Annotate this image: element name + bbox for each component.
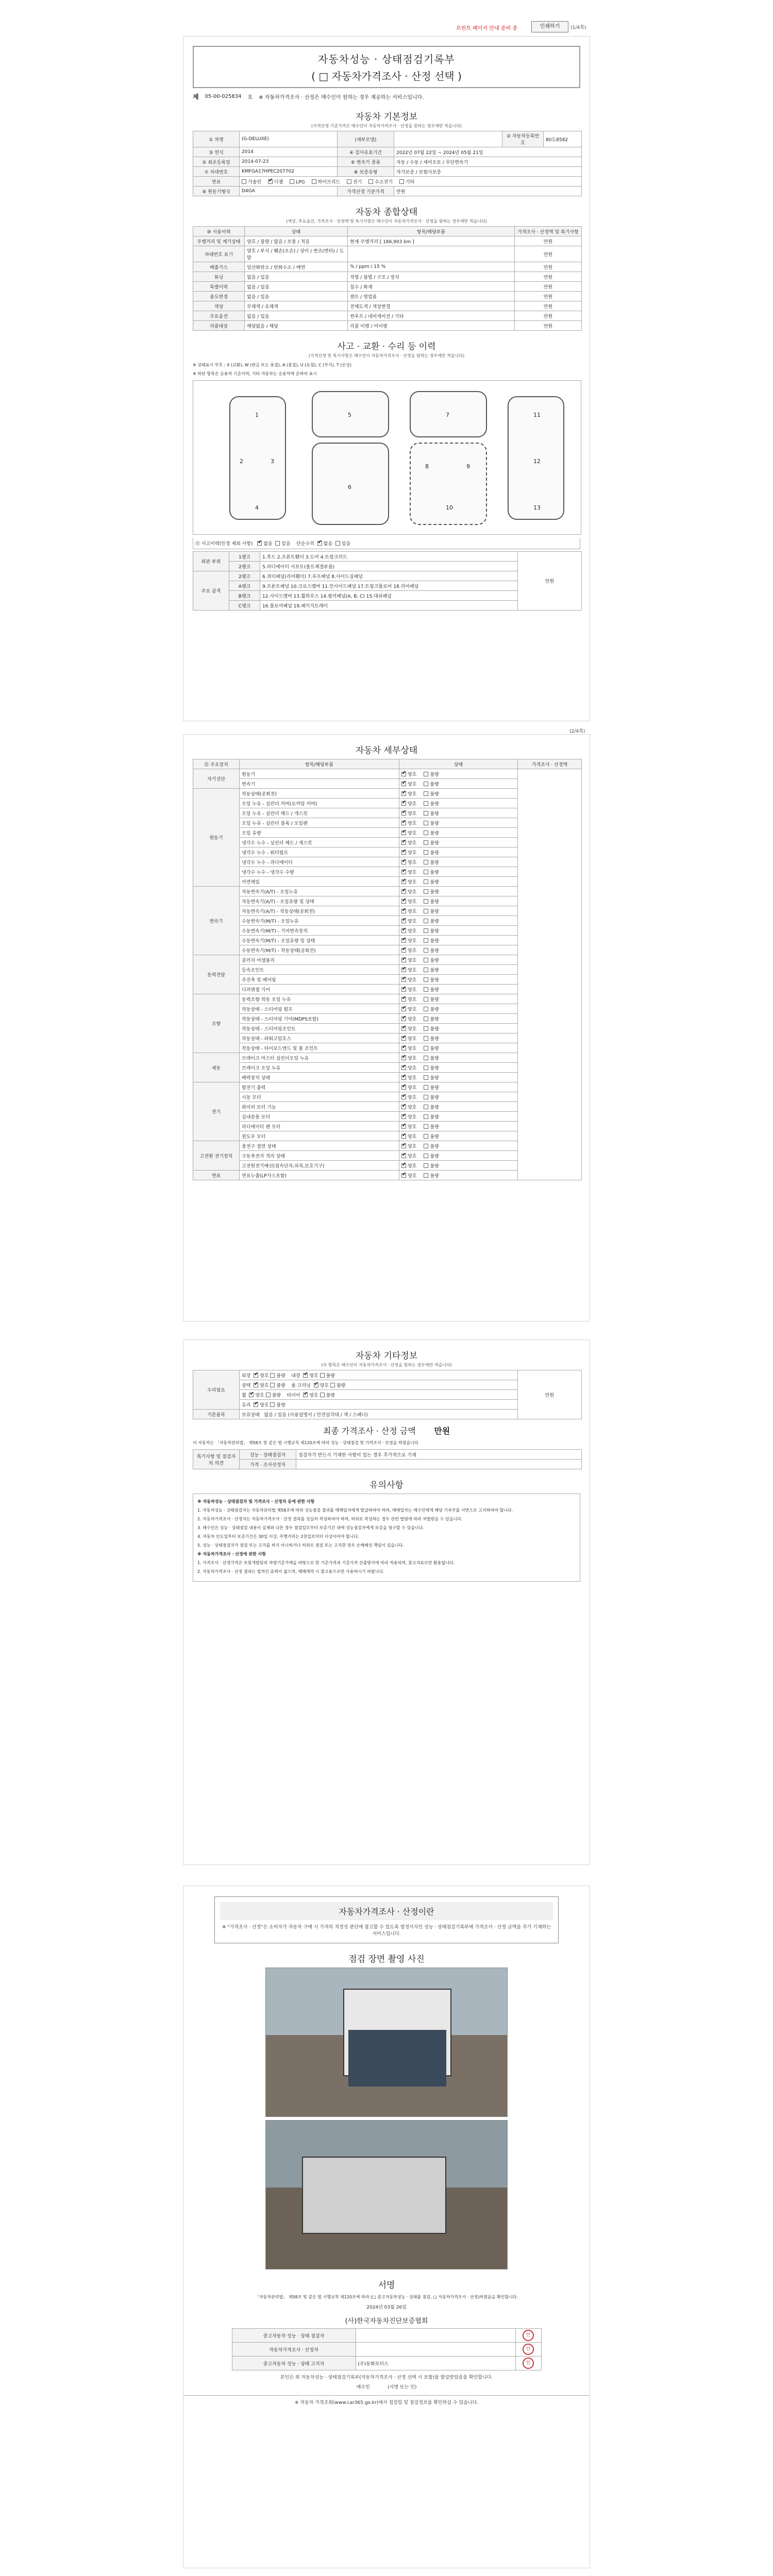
state-cell: ✔ 양호 불량 [399,1004,518,1014]
group-label: 연료 [193,1171,240,1180]
detail-title: 자동차 세부상태 [355,745,418,756]
accident-answer-row: ⑪ 사고이력(인정 제외 사항) ✔ 없음 있음 단순수리 ✔ 없음 있음 [193,538,580,549]
state-cell: ✔ 양호 불량 [399,789,518,799]
column-header: ⑩ 사용이력 [193,227,245,236]
diagram-label: 13 [533,504,541,511]
state-cell: ✔ 양호 불량 [399,945,518,955]
price-cell: 만원 [515,301,582,311]
banner-text: ※ "가격조사 · 산정"은 소비자가 자동차 구매 시 가격의 적정성 판단에 참고할 수 있도록 법정서식인 성능 · 상태점검기록부에 가격조사 · 산정 금액을 추가 기재하는 서비스입니다. [222,1925,551,1937]
status-body [193,236,582,331]
item-label: 작동상태 - 파워고압호스 [240,1033,399,1043]
item-label: 클러치 어셈블리 [240,955,399,965]
item-label: 냉각수 누수 - 냉각수 수량 [240,867,399,877]
item-label: 작동상태(공회전) [240,789,399,799]
price-cell: 만원 [515,282,582,292]
photo-title: 점검 장면 촬영 사진 [348,1954,425,1964]
table-row: 중고자동차 성능 · 상태 점검자 인 [232,2329,541,2343]
state-cell: ✔ 양호 불량 [399,1161,518,1171]
item-label: 발전기 출력 [240,1082,399,1092]
label-cell: ⑨ 원동기형식 [193,187,240,196]
value-cell: 만원 [394,187,582,196]
service-warning: ※ 자동차가격조사 · 산정은 매수인이 원하는 경우 제공하는 서비스입니다. [259,95,424,100]
value-cell: % / ppm / 15 % [348,262,515,272]
state-cell: ✔ 양호 불량 [399,1102,518,1112]
value-cell: 무채색 / 유채색 [245,301,348,311]
simple-repair-label: 단순수리 [296,541,314,547]
row-label: 리콜대상 [193,321,245,331]
notice-block: ※ 자동차성능 · 상태점검자 및 가격조사 · 산정자 등에 관한 사항 1. 자동차성능 · 상태점검자는 자동차관리법 제58조에 따라 성능점검 결과를 매매업자에게 발급하여야 하며, 매매업자는 매수인에게 해당 기록부를 서면으로 고지하여야 합니다. 2. 자동차가격조사 · 산정자는 자동차가격조사 · 산정 결과를 성실히 작성하여야 하며, 허위로 작성하는 경우 관련 법령에 따라 처벌받을 수 있습니다. 3. 매수인은 성능 · 상태점검 내용이 실제와 다른 경우 점검일로부터 보증기간 내에 성능점검자에게 보증을 청구할 수 있습니다. 4. 자동차 인도일부터 보증기간은 30일 이상, 주행거리는 2천킬로미터 이상이어야 합니다. 5. 성능 · 상태점검자가 점검 또는 고지를 하지 아니하거나 허위로 점검 또는 고지한 경우 손해배상 책임이 있습니다. ※ 자동차가격조사 · 산정에 관한 사항 1. 가격조사 · 산정가격은 보험개발원의 차량기준가액을 바탕으로 한 기준가격과 기준가격 산출방식에 따라 적용되며, 참고자료로만 활용됩니다. 2. 자동차가격조사 · 산정 결과는 법적인 효력이 없으며, 매매계약 시 참고용으로만 사용하시기 바랍니다. [193,1494,580,1582]
fuel-options [240,177,582,187]
state-cell: ✔ 양호 불량 [399,848,518,857]
item-label: 연료누출(LP가스포함) [240,1171,399,1180]
state-cell: ✔ 양호 불량 [399,1151,518,1161]
legend-line: ※ 하단 항목은 승용차 기준이며, 기타 자동차는 승용차에 준하여 표시 [193,371,317,376]
state-cell: ✔ 양호 불량 [399,926,518,936]
row-label: 차대번호 표기 [193,246,245,262]
table-row: 기본품목 보유상태 없음 / 있음 (사용설명서 / 안전삼각대 / 잭 / 스패너) [193,1410,582,1419]
table-row: 2랭크 5.라디에이터 서포트(볼트체결부품) [193,562,582,571]
table-row [193,272,582,282]
item-label: 오일 누유 - 실린더 커버(로커암 커버) [240,799,399,808]
truck-cab [348,2030,446,2087]
group-label: 제동 [193,1053,240,1082]
label-cell: 가격산정 기준가격 [338,187,394,196]
option-item: 전기 [347,180,362,185]
seal-stamp: 인 [523,2358,534,2369]
truck-box [302,2157,446,2234]
final-amount: 만원 [434,1426,450,1436]
diagram-label: 7 [446,412,449,418]
value-cell: 2014-07-23 [240,157,338,167]
row-label: 주행거리 및 계기상태 [193,236,245,246]
state-cell: ✔ 양호 불량 [399,1082,518,1092]
doc-no-suffix: 호 [247,95,253,100]
table-row: 외판 부위 1랭크 1.후드 2.프론트휀더 3.도어 4.트렁크리드 만원 [193,552,582,562]
column-header: 항목/해당부품 [348,227,515,236]
doc-no: 05-00-025834 [205,94,242,99]
diagram-label: 1 [255,412,259,418]
table-row [193,262,582,272]
other-title: 자동차 기타정보 [355,1351,418,1361]
value-cell: 없음 / 있음 [245,311,348,321]
buyer-row: 매수인 (서명 또는 인) [356,2385,417,2390]
state-cell: ✔ 양호 불량 [399,1171,518,1180]
table-header-row [193,227,582,236]
value-cell [348,246,515,262]
value-cell: 해당없음 / 해당 [245,321,348,331]
state-cell: ✔ 양호 불량 [399,965,518,975]
other-sub: (⑭ 항목은 매수인이 자동차가격조사 · 산정을 원하는 경우에만 적습니다) [321,1363,452,1367]
item-label: 냉각수 누수 - 라디에이터 [240,857,399,867]
item-label: 자동변속기(A/T) - 오일유량 및 상태 [240,896,399,906]
top-toolbar [183,20,590,35]
value-cell: 없음 / 있음 [245,272,348,282]
item-label: 충전구 절연 상태 [240,1141,399,1151]
state-cell: ✔ 양호 불량 [399,887,518,896]
state-cell: ✔ 양호 불량 [399,1131,518,1141]
item-label: 작동상태 - 스티어링 기어(MDPS포함) [240,1014,399,1024]
item-label: 수동변속기(M/T) - 오일누유 [240,916,399,926]
value-cell: 리콜 이행 / 미이행 [348,321,515,331]
state-cell: ✔ 양호 불량 [399,916,518,926]
item-label: 고전원전기배선(접속단자,피복,보호기구) [240,1161,399,1171]
option-item: 수소전기 [368,180,393,185]
label-cell: ⑦ 차대번호 [193,167,240,177]
group-label: 변속기 [193,887,240,955]
item-label: 라디에이터 팬 모터 [240,1122,399,1131]
table-header-row [193,759,582,769]
price-cell: 만원 [515,311,582,321]
row-label: 용도변경 [193,292,245,301]
item-label: 브레이크 마스터 실린더오일 누유 [240,1053,399,1063]
state-cell: ✔ 양호 불량 [399,1053,518,1063]
label-cell: ② 자동차등록번호 [502,131,544,147]
top-notice: 프린트 페이지 안내 준비 중 [456,26,517,31]
row-label: 색상 [193,301,245,311]
other-table [193,1370,582,1419]
row-label: 튜닝 [193,272,245,282]
group-label: 원동기 [193,789,240,887]
item-label: 자동변속기(A/T) - 작동상태(공회전) [240,906,399,916]
table-row: 유리 ✔ 양호 불량 [193,1400,582,1410]
value-cell: 전체도색 / 색상변경 [348,301,515,311]
item-label: 변속기 [240,779,399,789]
table-row [193,236,582,246]
table-row: B랭크 12.사이드멤버 13.휠하우스 14.필러패널(A, B, C) 15.대쉬패널 [193,591,582,601]
state-cell: ✔ 양호 불량 [399,906,518,916]
state-cell: ✔ 양호 불량 [399,818,518,828]
group-label: 고전원 전기장치 [193,1141,240,1171]
page-number: (2/4쪽) [569,729,585,734]
seal-stamp: 인 [523,2330,534,2341]
status-table [193,226,582,331]
seal-stamp: 인 [523,2344,534,2355]
table-row [193,177,582,187]
report-page-1 [183,36,590,721]
value-cell: 양호 / 불량 / 많음 / 보통 / 적음 [245,236,348,246]
value-cell: 렌트 / 영업용 [348,292,515,301]
state-cell: ✔ 양호 불량 [399,1033,518,1043]
state-cell: ✔ 양호 불량 [399,808,518,818]
item-label: 실내송풍 모터 [240,1112,399,1122]
table-row: 광택 ✔ 양호 불량 룸 크리닝 ✔ 양호 불량 [193,1380,582,1390]
item-label: 냉각수 누수 - 실린더 헤드 / 개스킷 [240,838,399,848]
state-cell: ✔ 양호 불량 [399,779,518,789]
state-cell: ✔ 양호 불량 [399,955,518,965]
diagram-label: 10 [446,504,453,511]
option-item: 하이브리드 [312,180,340,185]
table-row: 중고자동차 성능 · 상태 고지자 (주)동화모터스 인 [232,2357,541,2370]
item-label: 디퍼렌셜 기어 [240,985,399,994]
item-label: 작동상태 - 스티어링 펌프 [240,1004,399,1014]
receipt-text: 본인은 위 자동차성능 · 상태점검기록부(자동차가격조사 · 산정 선택 시 포함)를 발급받았음을 확인합니다. [280,2375,493,2380]
label-cell: ③ 연식 [193,147,240,157]
final-text: 이 자동차는 「자동차관리법」 제58조 및 같은 법 시행규칙 제120조에 따라 성능 · 상태점검 및 가격조사 · 산정을 하였습니다. [193,1440,420,1445]
group-label: 자기진단 [193,769,240,789]
label-cell: ⑤ 최초등록일 [193,157,240,167]
price-cell: 만원 [515,292,582,301]
value-cell: D4GA [240,187,338,196]
accident-sub: (가격산정 및 특기사항은 매수인이 자동차가격조사 · 산정을 원하는 경우에만 적습니다) [308,353,465,358]
diagram-label: 3 [271,458,274,465]
print-button[interactable]: 인쇄하기 [531,21,568,32]
banner-title: 자동차가격조사 · 산정이란 [220,1902,553,1920]
table-row: A랭크 9.프론트패널 10.크로스멤버 11.인사이드패널 17.트렁크플로어 18.리어패널 [193,581,582,591]
basic-info-title: 자동차 기본정보 [355,112,418,122]
inspection-photo-rear [265,2120,508,2269]
table-row [193,187,582,196]
option-item: 기타 [399,180,414,185]
item-label: 와이퍼 모터 기능 [240,1102,399,1112]
state-cell: ✔ 양호 불량 [399,1122,518,1131]
group-label: 조향 [193,994,240,1053]
item-label: 오일 누유 - 실린더 헤드 / 개스킷 [240,808,399,818]
label-cell: 연료 [193,177,240,187]
diagram-label: 11 [533,412,541,418]
table-row: C랭크 16.플로어패널 19.패키지트레이 [193,601,582,611]
value-cell: (G-DELUXE) [240,131,338,147]
table-row [193,157,582,167]
value-cell: 자동 / 수동 / 세미오토 / 무단변속기 [394,157,582,167]
value-cell: 2022년 07월 22일 ~ 2024년 05월 21일 [394,147,582,157]
detail-table [193,759,582,1180]
diagram-label: 6 [348,484,351,490]
table-row: 특기사항 및 점검자의 의견 성능 · 상태점검자 점검자가 반드시 기재한 사항이 있는 경우 추가적으로 기재 [193,1450,582,1460]
accident-question: ⑪ 사고이력(인정 제외 사항) [195,541,253,547]
special-table [193,1449,582,1469]
column-header: 가격조사 · 산정액 [518,759,582,769]
rank-table [193,551,582,611]
item-label: 시동 모터 [240,1092,399,1102]
item-label: 수동변속기(M/T) - 기어변속장치 [240,926,399,936]
state-cell: ✔ 양호 불량 [399,1024,518,1033]
state-cell: ✔ 양호 불량 [399,936,518,945]
table-row: 자동차가격조사 · 산정자 인 [232,2343,541,2357]
value-cell: 양호 / 부식 / 훼손(오손) / 상이 / 변조(변타) / 도말 [245,246,348,262]
signature-date: 2024년 03월 26일 [366,2305,407,2310]
signature-table [232,2328,542,2370]
state-cell: ✔ 양호 불량 [399,1043,518,1053]
diagram-label: 9 [466,463,470,470]
detail-body [193,769,582,1180]
label-cell: ⑧ 보증유형 [338,167,394,177]
item-label: 추진축 및 베어링 [240,975,399,985]
value-cell: 없음 / 있음 [245,282,348,292]
state-cell: ✔ 양호 불량 [399,985,518,994]
state-cell: ✔ 양호 불량 [399,1112,518,1122]
doc-number-row [193,92,580,101]
legend-line: ※ 상태표시 부호 : X (교환), W (판금 또는 용접), A (흠집), U (요철), C (부식), T (손상) [193,363,352,367]
accident-title: 사고 · 교환 · 수리 등 이력 [337,342,436,352]
table-row [193,301,582,311]
item-label: 브레이크 오일 누유 [240,1063,399,1073]
basic-info-sub: (가격산정 기준가격은 매수인이 자동차가격조사 · 산정을 원하는 경우에만 적습니다) [311,124,462,128]
state-cell: ✔ 양호 불량 [399,769,518,779]
report-title: 자동차성능 · 상태점검기록부 [318,53,455,65]
value-cell: 침수 / 화재 [348,282,515,292]
value-cell [394,131,502,147]
option-item: 가솔린 [242,180,261,185]
diagram-label: 5 [348,412,351,418]
value-cell: KMFGA17HPEC207702 [240,167,338,177]
doc-no-label: 제 [193,93,199,100]
column-header: 상태 [399,759,518,769]
state-cell: ✔ 양호 불량 [399,877,518,887]
report-page-2 [183,734,590,1321]
item-label: 원동기 [240,769,399,779]
option-item: LPG [290,180,305,185]
car-damage-diagram [193,380,581,535]
notice-title: 유의사항 [369,1480,404,1490]
column-header: 항목/해당부품 [240,759,399,769]
label-cell: ④ 검사유효기간 [338,147,394,157]
state-cell: ✔ 양호 불량 [399,896,518,906]
page-number: (1/4쪽) [570,25,586,30]
table-row [193,246,582,262]
item-label: 수동변속기(M/T) - 오일유량 및 상태 [240,936,399,945]
table-row [193,769,582,779]
item-label: 동력조향 작동 오일 누유 [240,994,399,1004]
item-label: 구동축전지 격리 상태 [240,1151,399,1161]
row-label: 특별이력 [193,282,245,292]
item-label: 배력장치 상태 [240,1073,399,1082]
table-row: 주요 골격 2랭크 6.쿼터패널(리어휀더) 7.루프패널 8.사이드실패널 [193,571,582,581]
item-label: 작동상태 - 타이로드엔드 및 볼 조인트 [240,1043,399,1053]
table-row [193,131,582,147]
state-cell: ✔ 양호 불량 [399,1014,518,1024]
row-label: 주요옵션 [193,311,245,321]
table-row: 수리필요 외장 ✔ 양호 불량 내장 ✔ 양호 불량 만원 [193,1370,582,1380]
signature-law: 「자동차관리법」 제58조 및 같은 법 시행규칙 제120조에 따라 (□ 중고자동차성능 · 상태를 점검, □ 자동차가격조사 · 산정)하였음을 확인합니다. [255,2295,518,2299]
state-cell: ✔ 양호 불량 [399,828,518,838]
price-service-banner [214,1896,559,1943]
status-title: 자동차 종합상태 [355,207,418,217]
column-header: 상태 [245,227,348,236]
option-item: ✔ 디젤 [268,180,283,185]
item-label: 수동변속기(M/T) - 작동상태(공회전) [240,945,399,955]
group-label: 동력전달 [193,955,240,994]
price-cell: 만원 [515,246,582,262]
report-subtitle: ( □ 자동차가격조사 · 산정 선택 ) [311,70,462,82]
state-cell: ✔ 양호 불량 [399,1063,518,1073]
table-row [193,311,582,321]
basic-info-table [193,131,582,196]
value-cell: 적법 / 불법 / 구조 / 장치 [348,272,515,282]
price-cell [518,769,582,1180]
item-label: 오일 유량 [240,828,399,838]
table-row: 가격 · 조사산정자 [193,1460,582,1469]
report-page-3 [183,1340,590,1865]
state-cell: ✔ 양호 불량 [399,1073,518,1082]
state-cell: ✔ 양호 불량 [399,975,518,985]
table-row [193,282,582,292]
price-cell: 만원 [515,262,582,272]
item-label: 커먼레일 [240,877,399,887]
price-cell: 만원 [515,321,582,331]
table-row [193,167,582,177]
row-label: 배출가스 [193,262,245,272]
state-cell: ✔ 양호 불량 [399,857,518,867]
state-cell: ✔ 양호 불량 [399,1092,518,1102]
table-row [193,147,582,157]
footer-note: ※ 자동차 가격조회(www.car365.go.kr)에서 점검일 및 점검정보를 확인하실 수 있습니다. [183,2395,590,2405]
table-row [193,321,582,331]
status-sub: (색상, 주요옵션, 가격조사 · 산정액 및 특기사항은 매수인이 자동차가격조사 · 산정을 원하는 경우에만 적습니다) [286,219,487,224]
column-header: ⑫ 주요장치 [193,759,240,769]
value-cell: 썬루프 / 네비게이션 / 기타 [348,311,515,321]
inspection-photo-front [265,1968,508,2117]
column-header: 가격조사 · 산정액 및 특기사항 [515,227,582,236]
value-cell: 2014 [240,147,338,157]
state-cell: ✔ 양호 불량 [399,994,518,1004]
diagram-label: 4 [255,504,259,511]
state-cell: ✔ 양호 불량 [399,838,518,848]
item-label: 등속조인트 [240,965,399,975]
diagram-label: 2 [240,458,243,465]
item-label: 윈도우 모터 [240,1131,399,1141]
car-frame [410,443,487,525]
value-cell: 현재 주행거리 [ 166,903 km ] [348,236,515,246]
value-cell: 없음 / 있음 [245,292,348,301]
signature-org: (사)한국자동차진단보증협회 [345,2317,428,2325]
signature-title: 서명 [378,2280,395,2291]
report-page-4 [183,1886,590,2568]
state-cell: ✔ 양호 불량 [399,867,518,877]
final-title: 최종 가격조사 · 산정 금액 만원 [323,1426,450,1436]
table-row: 휠 ✔ 양호 불량 타이어 ✔ 양호 불량 [193,1390,582,1400]
state-cell: ✔ 양호 불량 [399,1141,518,1151]
label-cell: ① 차명 [193,131,240,147]
price-cell: 만원 [515,236,582,246]
table-row [193,292,582,301]
value-cell: 자가보증 / 보험사보증 [394,167,582,177]
item-label: 냉각수 누수 - 워터펌프 [240,848,399,857]
value-cell: 일산화탄소 / 탄화수소 / 매연 [245,262,348,272]
label-cell: ⑥ 변속기 종류 [338,157,394,167]
label-cell: (세부모델) [338,131,394,147]
group-label: 전기 [193,1082,240,1141]
diagram-label: 12 [533,458,541,465]
item-label: 작동상태 - 스티어링조인트 [240,1024,399,1033]
price-cell: 만원 [515,272,582,282]
state-cell: ✔ 양호 불량 [399,799,518,808]
diagram-label: 8 [425,463,429,470]
plate-number: 80도8582 [544,131,582,147]
report-title-box [193,46,580,88]
item-label: 오일 누유 - 실린더 블록 / 오일팬 [240,818,399,828]
item-label: 자동변속기(A/T) - 오일누유 [240,887,399,896]
accident-legend [193,362,580,377]
